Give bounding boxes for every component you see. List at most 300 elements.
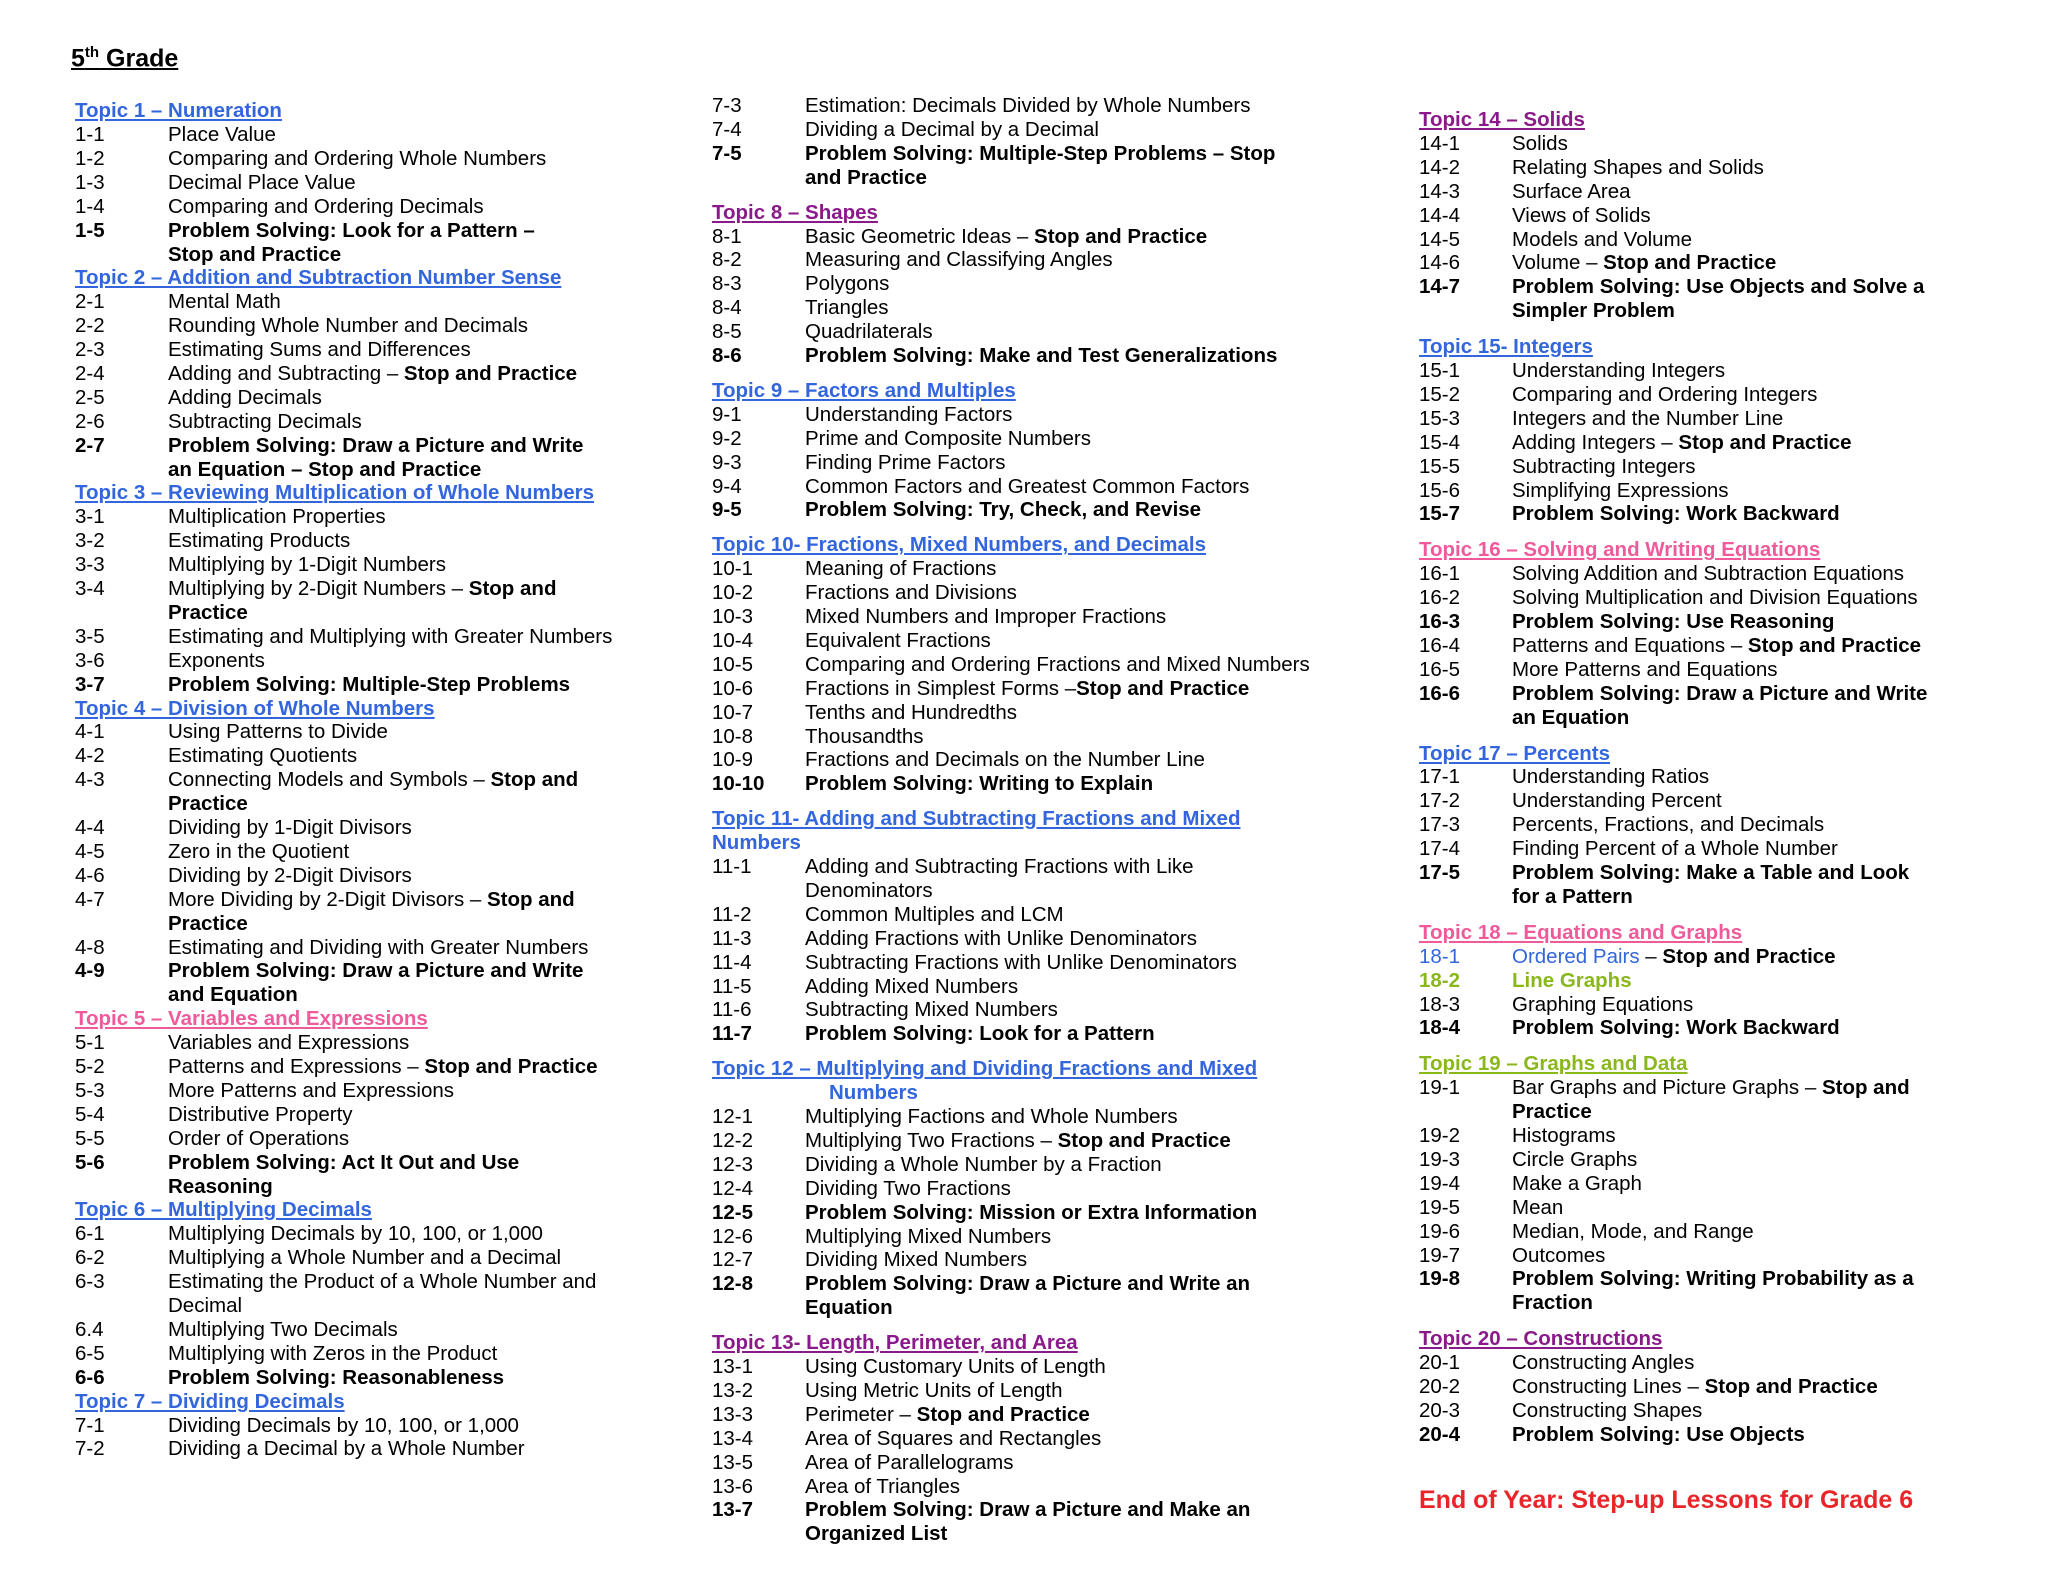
lesson-title-part: Triangles [805,296,889,320]
lesson-number: 16-1 [1419,562,1461,586]
lesson-number: 10-2 [712,581,754,605]
lesson-title-part: Estimating and Multiplying with Greater Numbers [168,624,613,648]
lesson-title-part: Simpler Problem [1512,299,1675,323]
lesson-title-emphasis: Stop and Practice [1704,1375,1878,1398]
topic-heading[interactable] [75,481,594,505]
lesson-title-part: Understanding Integers [1512,359,1726,382]
lesson-title-part: Problem Solving: Draw a Picture and Write [168,959,584,983]
lesson-title-part: Multiplying by 2-Digit Numbers – [168,577,469,600]
lesson-number: 15-7 [1419,502,1461,526]
lesson-title [168,1127,349,1151]
lesson-number: 5-3 [75,1078,105,1102]
lesson-title-part: Multiplication Properties [168,505,386,529]
topic-heading-text: Topic 13- Length, Perimeter, and Area [712,1331,1078,1355]
lesson-number: 5-5 [75,1126,105,1150]
lesson-title-part: Rounding Whole Number and Decimals [168,314,529,338]
lesson-title [805,927,1197,951]
lesson-title-continued [805,166,927,190]
lesson-number: 15-1 [1419,359,1461,382]
lesson-title [1512,813,1824,837]
lesson-title [805,1475,960,1499]
lesson-number: 7-4 [712,117,742,141]
lesson-number: 7-3 [712,94,742,117]
lesson-number: 4-4 [75,816,105,839]
lesson-title-part: Problem Solving: Make a Table and Look [1512,861,1910,884]
lesson-title-part: Exponents [168,648,265,672]
lesson-title-part: Place Value [168,122,276,146]
lesson-title [1512,431,1852,455]
lesson-title-part: Make a Graph [1512,1171,1642,1195]
lesson-title-emphasis: Stop and Practice [1747,633,1922,657]
lesson-title-emphasis: Stop and [486,887,575,911]
lesson-title [1512,1399,1702,1423]
lesson-title [1512,204,1651,228]
lesson-number: 3-1 [75,505,105,529]
lesson-number: 16-2 [1419,586,1461,610]
lesson-title-part: Adding Integers – [1512,430,1679,454]
lesson-title [1512,1220,1754,1244]
lesson-title-emphasis: Stop and Practice [1678,430,1852,454]
lesson-title [1512,1124,1616,1148]
topic-heading-continued: Numbers [712,831,801,855]
lesson-number: 3-4 [75,577,105,600]
lesson-title [1512,1016,1840,1040]
topic-heading-text: Topic 17 – Percents [1419,741,1611,765]
lesson-title-part: Problem Solving: Draw a Picture and Write [168,433,584,457]
lesson-title [168,386,322,410]
lesson-title-part: Organized List [805,1522,948,1546]
lesson-number: 8-3 [712,272,742,296]
lesson-title [1512,562,1904,586]
lesson-title-continued [805,1296,893,1320]
lesson-title-emphasis: Stop and Practice [916,1402,1090,1426]
lesson-number: 5-2 [75,1055,105,1078]
lesson-number: 8-6 [712,344,742,367]
lesson-number: 2-5 [75,385,105,409]
lesson-title-part: Ordered Pairs [1512,944,1640,968]
lesson-title-part: Subtracting Mixed Numbers [805,998,1058,1022]
lesson-number: 1-5 [75,218,105,242]
lesson-title [805,272,889,296]
lesson-title [168,147,546,171]
lesson-number: 4-7 [75,887,105,911]
lesson-title-part: Dividing a Whole Number by a Fraction [805,1152,1162,1176]
lesson-number: 10-1 [712,557,754,581]
lesson-title [1512,359,1725,383]
lesson-title [805,772,1153,796]
topic-heading-text: Topic 4 – Division of Whole Numbers [75,696,435,720]
lesson-number: 6-6 [75,1365,105,1389]
lesson-title-part: Polygons [805,272,890,296]
lesson-title [168,1055,598,1079]
topic-heading[interactable] [712,1331,1078,1355]
topic-heading[interactable] [1419,1052,1687,1076]
lesson-title-part: Graphing Equations [1512,992,1694,1016]
topic-heading-text: Topic 1 – Numeration [75,99,282,122]
lesson-title-continued [1512,1291,1593,1315]
lesson-title [1512,993,1693,1017]
topic-heading[interactable] [75,1198,372,1222]
lesson-number: 11-4 [712,950,752,974]
lesson-title-part: More Patterns and Equations [1512,657,1778,681]
lesson-number: 17-1 [1419,765,1461,789]
lesson-number: 5-6 [75,1150,105,1174]
lesson-number: 18-4 [1419,1016,1461,1040]
lesson-title-part: Comparing and Ordering Decimals [168,194,484,218]
lesson-number: 13-1 [712,1355,754,1378]
topic-heading[interactable] [712,533,1206,557]
lesson-title [805,1129,1231,1153]
lesson-number: 3-7 [75,672,105,696]
lesson-title [805,94,1250,118]
lesson-title [805,653,1310,677]
lesson-title-part: Mixed Numbers and Improper Fractions [805,605,1167,628]
lesson-title-part: Estimation: Decimals Divided by Whole Numbers [805,94,1251,117]
lesson-title-emphasis: Stop and Practice [1076,676,1250,700]
lesson-title [1512,658,1778,682]
lesson-title-part: for a Pattern [1512,885,1633,908]
lesson-number: 3-2 [75,529,105,553]
lesson-title [805,677,1249,701]
lesson-title-part: Understanding Percent [1512,789,1722,813]
lesson-title-part: Denominators [805,879,933,902]
topic-heading[interactable] [1419,742,1610,766]
lesson-number: 19-6 [1419,1219,1461,1243]
topic-heading[interactable] [75,697,435,721]
lesson-title-part: Problem Solving: Try, Check, and Revise [805,498,1202,522]
lesson-title [1512,502,1840,526]
lesson-title [168,290,281,314]
lesson-title-part: Adding Fractions with Unlike Denominators [805,926,1197,950]
lesson-title-part: Models and Volume [1512,227,1693,251]
lesson-title [1512,1172,1642,1196]
lesson-title-part: Dividing Two Fractions [805,1176,1011,1200]
lesson-title [805,225,1207,249]
topic-heading-text: Topic 7 – Dividing Decimals [75,1389,345,1413]
lesson-title-continued [168,1294,242,1318]
topic-heading-text: Topic 19 – Graphs and Data [1419,1052,1688,1076]
lesson-number: 14-7 [1419,275,1461,299]
lesson-title [1512,1375,1878,1399]
lesson-title-emphasis: Stop and Practice [1662,944,1836,968]
lesson-title [805,248,1113,272]
lesson-title-part: Solving Multiplication and Division Equations [1512,586,1918,610]
lesson-title [1512,1196,1563,1220]
lesson-title [1512,586,1918,610]
lesson-title-part: Variables and Expressions [168,1031,410,1055]
lesson-title [805,975,1018,999]
topic-heading[interactable] [1419,1327,1662,1351]
lesson-title-part: Median, Mode, and Range [1512,1219,1754,1243]
lesson-title-part: Decimal Place Value [168,170,356,194]
lesson-title-part: Volume – [1512,251,1604,275]
lesson-title [1512,1076,1910,1100]
title-grade-number: 5 [71,44,85,73]
lesson-title-part: Area of Squares and Rectangles [805,1426,1102,1450]
lesson-title-continued [168,458,481,482]
lesson-number: 9-5 [712,498,742,522]
lesson-title-continued [805,1522,947,1546]
lesson-title-part: Histograms [1512,1124,1616,1147]
lesson-title-part: Problem Solving: Work Backward [1512,502,1840,526]
lesson-title [805,629,991,653]
topic-heading[interactable] [1419,538,1820,562]
lesson-number: 11-5 [712,974,752,998]
lesson-title-part: an Equation – Stop and Practice [168,457,482,481]
lesson-title-part: Prime and Composite Numbers [805,426,1091,450]
lesson-title-part: Dividing a Decimal by a Decimal [805,117,1099,141]
topic-heading[interactable] [75,99,282,123]
lesson-number: 18-3 [1419,992,1461,1016]
lesson-number: 15-4 [1419,430,1461,454]
lesson-number: 14-6 [1419,251,1461,275]
lesson-title-part: Fractions and Divisions [805,581,1017,605]
lesson-title [805,403,1012,427]
lesson-title-part: Constructing Shapes [1512,1398,1703,1422]
lesson-title [1512,765,1709,789]
lesson-title-part: Problem Solving: Draw a Picture and Write an [805,1272,1251,1296]
lesson-title [1512,682,1927,706]
lesson-title-part: Comparing and Ordering Integers [1512,382,1818,406]
lesson-number: 11-7 [712,1022,752,1046]
lesson-title-part: Estimating Products [168,529,351,553]
lesson-title [168,410,362,434]
lesson-number: 12-6 [712,1224,754,1248]
lesson-title-part: Solving Addition and Subtraction Equations [1512,562,1905,586]
lesson-title [805,475,1249,499]
topic-heading-text: Topic 20 – Constructions [1419,1327,1663,1351]
lesson-title [805,605,1166,629]
lesson-title [805,498,1201,522]
lesson-number: 10-8 [712,724,754,748]
lesson-title-emphasis: Stop and [468,577,557,600]
lesson-number: 8-2 [712,248,742,272]
lesson-number: 20-1 [1419,1351,1461,1375]
lesson-title [168,888,575,912]
topic-heading-text: Topic 10- Fractions, Mixed Numbers, and Decimals [712,533,1207,557]
lesson-title [1512,407,1783,431]
lesson-number: 17-2 [1419,789,1461,813]
lesson-number: 4-1 [75,720,105,744]
topic-heading[interactable] [712,807,1241,855]
lesson-number: 13-6 [712,1474,754,1498]
lesson-title-part: Views of Solids [1512,203,1651,227]
lesson-title-part: Surface Area [1512,179,1631,203]
topic-heading-text: Topic 16 – Solving and Writing Equations [1419,538,1821,562]
lesson-number: 19-5 [1419,1195,1461,1219]
lesson-number: 18-1 [1419,944,1461,968]
end-of-year-note: End of Year: Step-up Lessons for Grade 6 [1419,1486,1914,1514]
lesson-title [805,1177,1011,1201]
lesson-number: 19-3 [1419,1147,1461,1171]
lesson-title-part: Equation [805,1296,893,1320]
lesson-title-part: Decimal [168,1294,243,1318]
lesson-title-part: Multiplying by 1-Digit Numbers [168,553,446,577]
lesson-number: 15-5 [1419,454,1461,478]
lesson-title [805,1403,1090,1427]
lesson-title [805,701,1017,725]
lesson-title-part: Practice [168,792,248,816]
title-grade-word: Grade [99,44,179,73]
lesson-number: 12-4 [712,1176,754,1200]
lesson-number: 19-1 [1419,1076,1461,1100]
lesson-title-part: Common Multiples and LCM [805,902,1064,926]
lesson-title-part: Problem Solving: Draw a Picture and Write [1512,681,1928,705]
lesson-title [1512,1423,1805,1447]
lesson-title-part: Problem Solving: Use Objects [1512,1422,1805,1446]
lesson-title [805,748,1205,772]
lesson-title [805,1201,1257,1225]
lesson-number: 20-3 [1419,1398,1461,1422]
lesson-title [805,1427,1101,1451]
lesson-title [168,171,356,195]
lesson-title-part: Meaning of Fractions [805,557,997,581]
topic-heading[interactable] [1419,108,1585,132]
lesson-number: 6-5 [75,1341,105,1365]
topic-heading-text: Topic 5 – Variables and Expressions [75,1007,428,1031]
lesson-title [168,577,556,601]
lesson-number: 12-7 [712,1248,754,1272]
lesson-title-emphasis: Stop and Practice [403,361,578,385]
lesson-title [1512,837,1838,861]
lesson-title-part: More Patterns and Expressions [168,1078,454,1102]
topic-heading[interactable] [712,201,878,225]
lesson-title [168,529,350,553]
lesson-title-part: Estimating Sums and Differences [168,338,471,361]
lesson-title-part: Patterns and Expressions – [168,1055,425,1078]
lesson-number: 17-4 [1419,837,1461,861]
lesson-title-part: Problem Solving: Use Reasoning [1512,610,1835,633]
lesson-number: 4-2 [75,744,105,768]
lesson-title-part: Simplifying Expressions [1512,478,1729,502]
lesson-title-part: Outcomes [1512,1243,1606,1267]
lesson-title-part: Fractions in Simplest Forms – [805,676,1077,700]
lesson-title [168,816,412,840]
lesson-title-part: Bar Graphs and Picture Graphs – [1512,1076,1822,1100]
topic-heading[interactable] [75,1007,428,1031]
lesson-title-continued [1512,1100,1592,1124]
lesson-title-part: Practice [168,911,248,935]
lesson-title-part: Problem Solving: Look for a Pattern – [168,218,535,242]
topic-heading[interactable] [712,1057,1258,1105]
lesson-title-part: Relating Shapes and Solids [1512,155,1764,179]
topic-heading-text: Topic 18 – Equations and Graphs [1419,920,1743,944]
lesson-number: 12-2 [712,1128,754,1152]
topic-heading[interactable] [75,266,561,290]
lesson-title [168,1342,497,1366]
lesson-title-continued [168,912,248,936]
lesson-title-part: Adding and Subtracting – [168,361,404,385]
topic-heading[interactable] [75,1390,345,1414]
lesson-title-part: Finding Percent of a Whole Number [1512,837,1838,861]
lesson-title [168,338,471,362]
lesson-number: 7-5 [712,141,742,165]
lesson-number: 4-3 [75,768,105,792]
lesson-title-part: Multiplying Mixed Numbers [805,1224,1052,1248]
topic-heading-text: Topic 3 – Reviewing Multiplication of Whole Numbers [75,481,594,505]
lesson-title-part: Area of Triangles [805,1474,960,1498]
lesson-number: 10-10 [712,772,765,796]
topic-heading[interactable] [1419,335,1593,359]
lesson-title [168,1246,561,1270]
lesson-title-part: Subtracting Fractions with Unlike Denominators [805,950,1237,974]
lesson-title [168,768,578,792]
lesson-title [805,142,1275,166]
lesson-title-part: Comparing and Ordering Fractions and Mixed Numbers [805,652,1310,676]
lesson-title-part: Dividing by 2-Digit Divisors [168,863,412,887]
lesson-title [1512,789,1722,813]
lesson-number: 10-7 [712,700,754,724]
lesson-title [805,118,1099,142]
lesson-title-part: Estimating and Dividing with Greater Numbers [168,935,589,959]
lesson-title [805,1355,1106,1379]
lesson-title-part: Mental Math [168,290,281,314]
lesson-number: 19-2 [1419,1124,1461,1147]
lesson-title-part: Problem Solving: Act It Out and Use [168,1150,520,1174]
lesson-title [805,1225,1051,1249]
topic-heading-text: Topic 6 – Multiplying Decimals [75,1198,372,1222]
lesson-number: 8-1 [712,224,742,248]
lesson-number: 10-3 [712,605,754,628]
lesson-title-continued [805,879,933,903]
lesson-number: 14-5 [1419,227,1461,251]
lesson-title [805,581,1017,605]
lesson-title-continued [168,983,298,1007]
lesson-number: 10-9 [712,748,754,772]
lesson-number: 3-6 [75,648,105,672]
lesson-title-part: Dividing a Decimal by a Whole Number [168,1437,525,1461]
lesson-number: 16-4 [1419,633,1461,657]
topic-heading[interactable] [712,379,1016,403]
lesson-number: 6-1 [75,1222,105,1246]
lesson-title [1512,1351,1694,1375]
title-ordinal-suffix: th [84,44,100,61]
lesson-title [1512,180,1631,204]
lesson-title-continued [168,1175,273,1199]
lesson-title-part: Connecting Models and Symbols – [168,768,491,792]
lesson-number: 7-1 [75,1413,105,1437]
lesson-title [805,427,1091,451]
lesson-title-part: Constructing Lines – [1512,1375,1705,1398]
lesson-title-part: Patterns and Equations – [1512,633,1748,657]
lesson-number: 1-4 [75,194,105,218]
lesson-title-part: Practice [168,601,248,624]
lesson-title [1512,1148,1637,1172]
lesson-title-part: Fractions and Decimals on the Number Line [805,748,1205,772]
lesson-number: 11-1 [712,855,752,878]
lesson-title-continued [168,601,248,625]
lesson-number: 13-5 [712,1450,754,1474]
topic-heading-text: Topic 2 – Addition and Subtraction Number Sense [75,266,562,290]
lesson-title [805,344,1277,368]
lesson-title [805,1105,1178,1129]
lesson-title [805,1451,1014,1475]
lesson-title-emphasis: Stop and [490,768,579,792]
lesson-number: 4-8 [75,935,105,959]
lesson-title [168,959,583,983]
lesson-title-part: Constructing Angles [1512,1351,1695,1375]
lesson-title [168,864,412,888]
lesson-number: 19-4 [1419,1171,1461,1195]
lesson-title-part: Using Metric Units of Length [805,1378,1063,1402]
lesson-title [1512,610,1834,634]
lesson-number: 2-1 [75,290,105,314]
lesson-number: 7-2 [75,1437,105,1461]
lesson-title [805,1022,1155,1046]
lesson-title-continued [1512,299,1675,323]
lesson-title [1512,634,1921,658]
topic-heading[interactable] [1419,921,1742,945]
